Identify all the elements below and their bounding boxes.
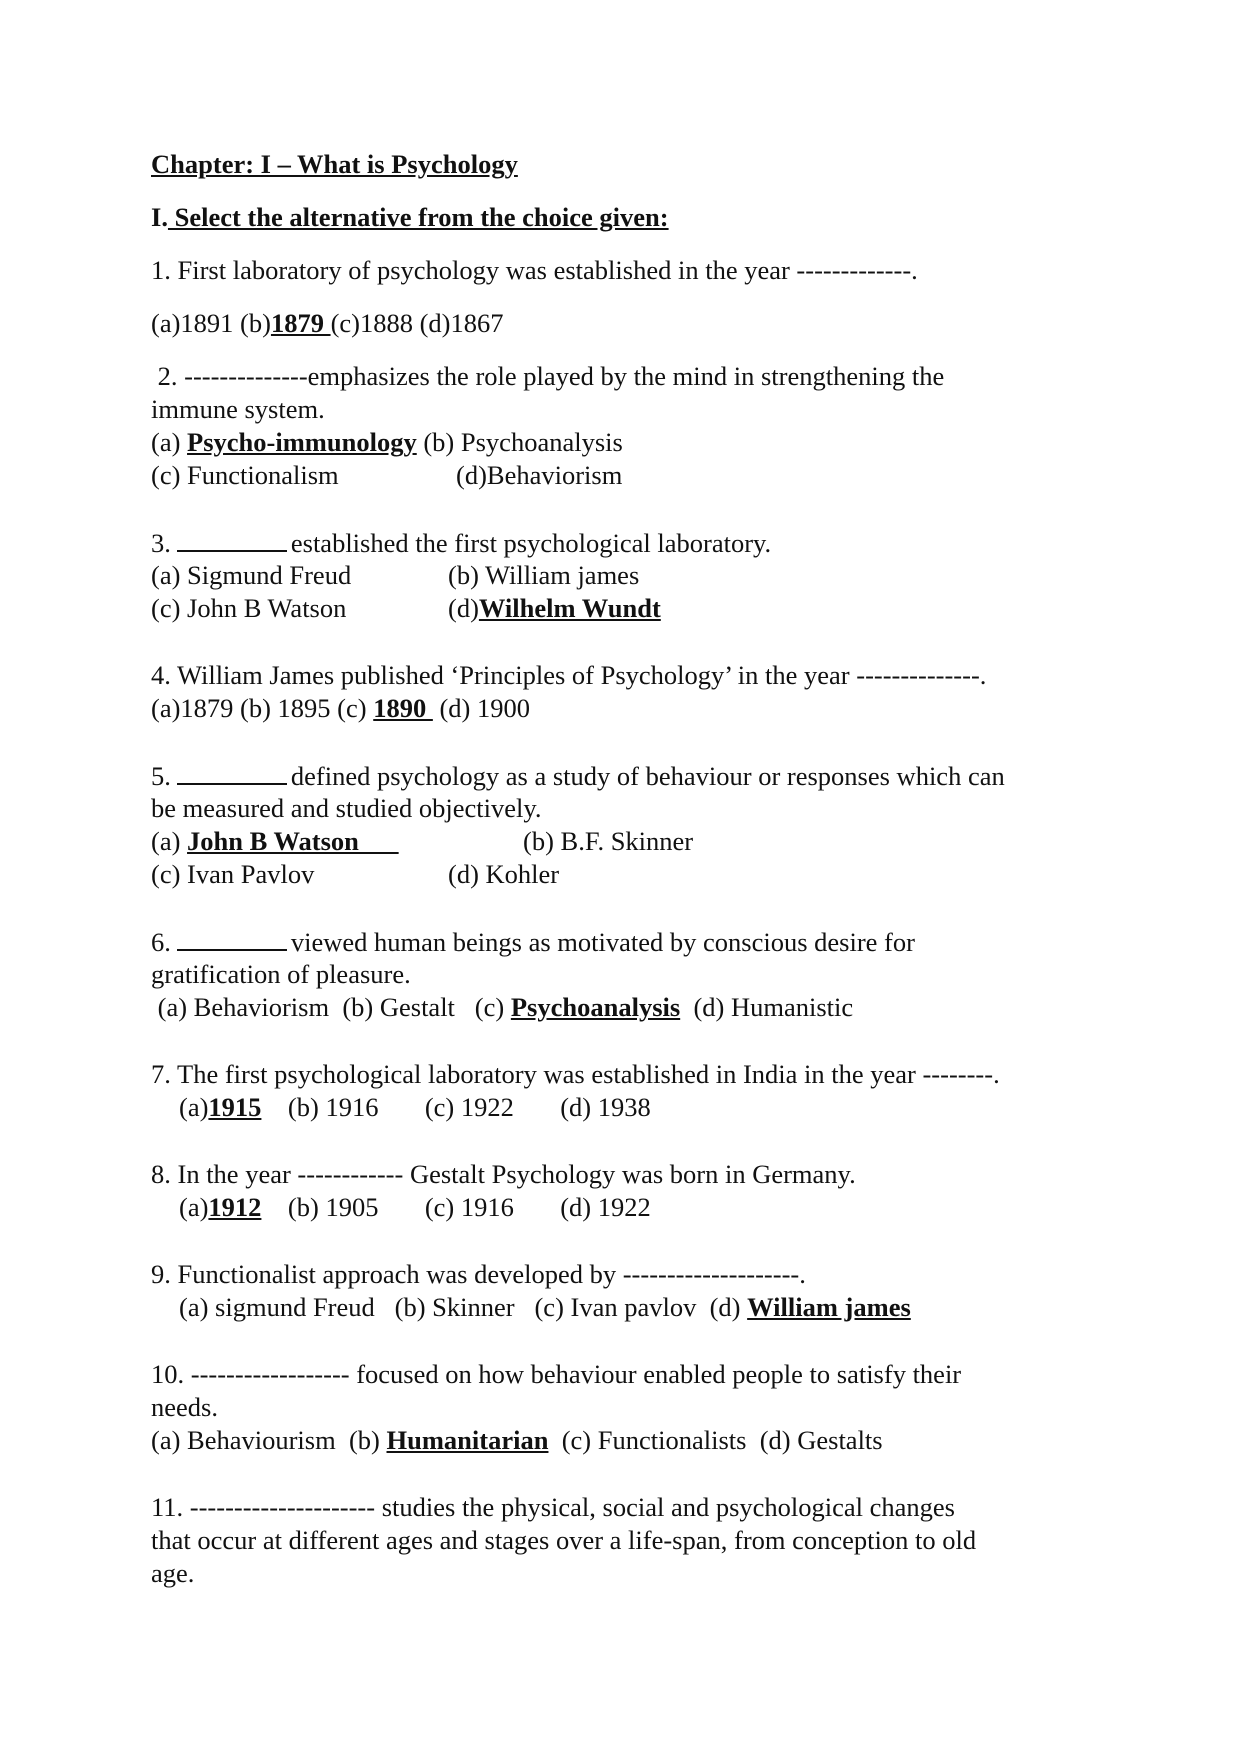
- question-6: [151, 925, 1111, 1024]
- question-5: [151, 759, 1111, 891]
- answer: William james: [747, 1292, 911, 1322]
- answer-blank: [177, 759, 287, 785]
- question-8-text: 8. In the year ------------ Gestalt Psychology was born in Germany.: [151, 1159, 856, 1189]
- section-number: I.: [151, 202, 168, 232]
- question-8-options: (a)1912 (b) 1905 (c) 1916 (d) 1922: [179, 1192, 651, 1222]
- question-10-options: (a) Behaviourism (b) Humanitarian (c) Functionalists (d) Gestalts: [151, 1425, 883, 1455]
- question-10: [151, 1358, 1111, 1457]
- answer: Humanitarian: [386, 1425, 549, 1455]
- question-7-options: (a)1915 (b) 1916 (c) 1922 (d) 1938: [179, 1092, 651, 1122]
- question-8: [151, 1158, 1111, 1224]
- question-3-options-row2: (c) John B Watson (d)Wilhelm Wundt: [151, 593, 661, 623]
- answer-blank: [177, 925, 287, 951]
- answer-blank: [177, 526, 287, 552]
- question-11-text-end: age.: [151, 1558, 195, 1588]
- question-6-text-cont: gratification of pleasure.: [151, 959, 411, 989]
- question-4: [151, 659, 1111, 725]
- question-11-text: 11. --------------------- studies the physical, social and psychological changes: [151, 1492, 955, 1522]
- question-11-text-cont: that occur at different ages and stages over a life-span, from conception to old: [151, 1525, 977, 1555]
- question-5-options-row1: (a) John B Watson (b) B.F. Skinner: [151, 826, 694, 856]
- question-2: [151, 360, 1111, 492]
- answer: 1912: [208, 1192, 262, 1222]
- section-heading: [151, 201, 1111, 234]
- question-9-text: 9. Functionalist approach was developed by --------------------.: [151, 1259, 806, 1289]
- answer: Psychoanalysis: [510, 992, 681, 1022]
- question-10-text: 10. ------------------ focused on how behaviour enabled people to satisfy their: [151, 1359, 962, 1389]
- question-6-options: (a) Behaviorism (b) Gestalt (c) Psychoanalysis (d) Humanistic: [151, 992, 854, 1022]
- question-6-text: 6. viewed human beings as motivated by conscious desire for: [151, 927, 915, 957]
- question-5-options-row2: (c) Ivan Pavlov (d) Kohler: [151, 859, 560, 889]
- question-9-options: (a) sigmund Freud (b) Skinner (c) Ivan pavlov (d) William james: [179, 1292, 911, 1322]
- question-4-options: (a)1879 (b) 1895 (c) 1890 (d) 1900: [151, 693, 531, 723]
- document-page: [151, 148, 1111, 1590]
- question-1-options: (a)1891 (b)1879 (c)1888 (d)1867: [151, 308, 504, 338]
- answer: 1879: [270, 308, 331, 338]
- question-2-text: 2. --------------emphasizes the role played by the mind in strengthening the: [151, 361, 945, 391]
- question-2-text-cont: immune system.: [151, 394, 325, 424]
- section-heading-text: Select the alternative from the choice given:: [167, 202, 669, 232]
- question-1-text: 1. First laboratory of psychology was established in the year -------------.: [151, 255, 918, 285]
- question-2-options-row1: (a) Psycho-immunology (b) Psychoanalysis: [151, 427, 623, 457]
- question-3: [151, 526, 1111, 625]
- question-7-text: 7. The first psychological laboratory was established in India in the year --------.: [151, 1059, 1000, 1089]
- question-5-text: 5. defined psychology as a study of behaviour or responses which can: [151, 761, 1005, 791]
- answer: 1890: [373, 693, 433, 723]
- question-3-text: 3. established the first psychological laboratory.: [151, 528, 772, 558]
- question-5-text-cont: be measured and studied objectively.: [151, 793, 542, 823]
- answer: John B Watson: [187, 826, 399, 856]
- answer: Psycho-immunology: [187, 427, 417, 457]
- question-2-options-row2: (c) Functionalism (d)Behaviorism: [151, 460, 623, 490]
- question-11: [151, 1491, 1111, 1590]
- question-4-text: 4. William James published ‘Principles of Psychology’ in the year --------------.: [151, 660, 987, 690]
- question-10-text-cont: needs.: [151, 1392, 218, 1422]
- answer: Wilhelm Wundt: [478, 593, 661, 623]
- answer: 1915: [208, 1092, 262, 1122]
- question-7: [151, 1058, 1111, 1124]
- question-9: [151, 1258, 1111, 1324]
- question-1: [151, 254, 1111, 340]
- chapter-title: Chapter: I – What is Psychology: [151, 149, 518, 179]
- question-3-options-row1: (a) Sigmund Freud (b) William james: [151, 560, 640, 590]
